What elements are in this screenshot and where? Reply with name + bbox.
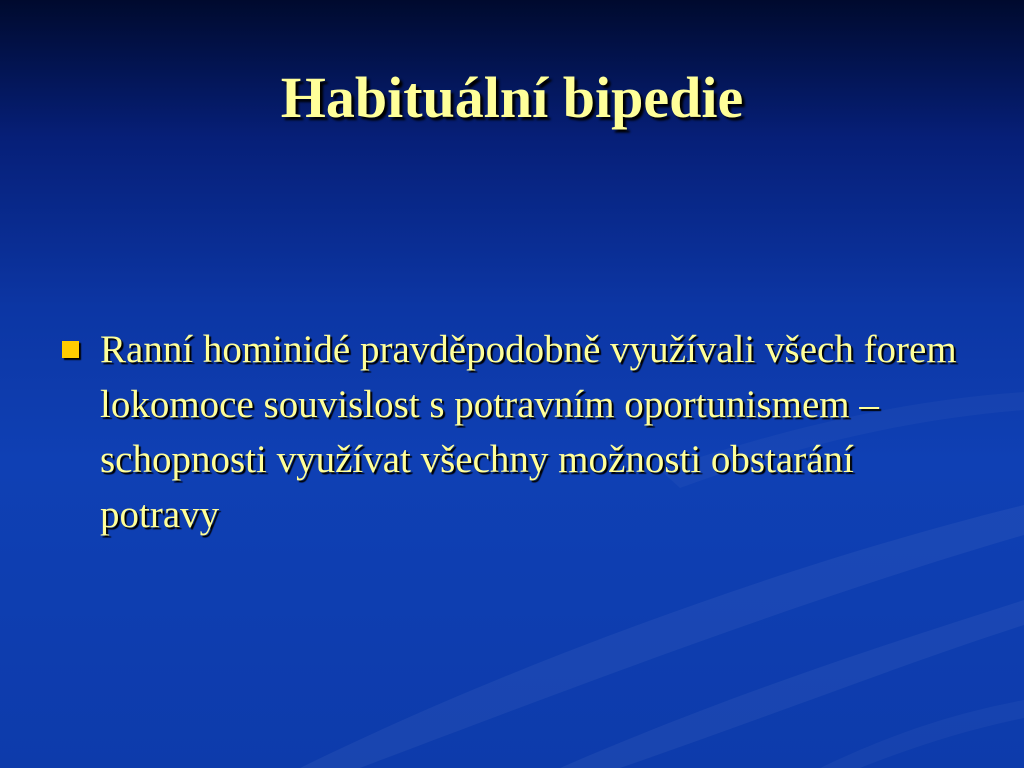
bullet-list xyxy=(0,322,960,542)
bullet-text: Ranní hominidé pravděpodobně využívali všech forem lokomoce souvislost s potravním oportunismem – schopnosti využívat všechny možnosti obstarání potravy xyxy=(100,328,957,536)
bullet-item xyxy=(0,322,960,542)
slide-title: Habituální bipedie xyxy=(280,65,744,130)
square-bullet-icon xyxy=(62,341,79,358)
